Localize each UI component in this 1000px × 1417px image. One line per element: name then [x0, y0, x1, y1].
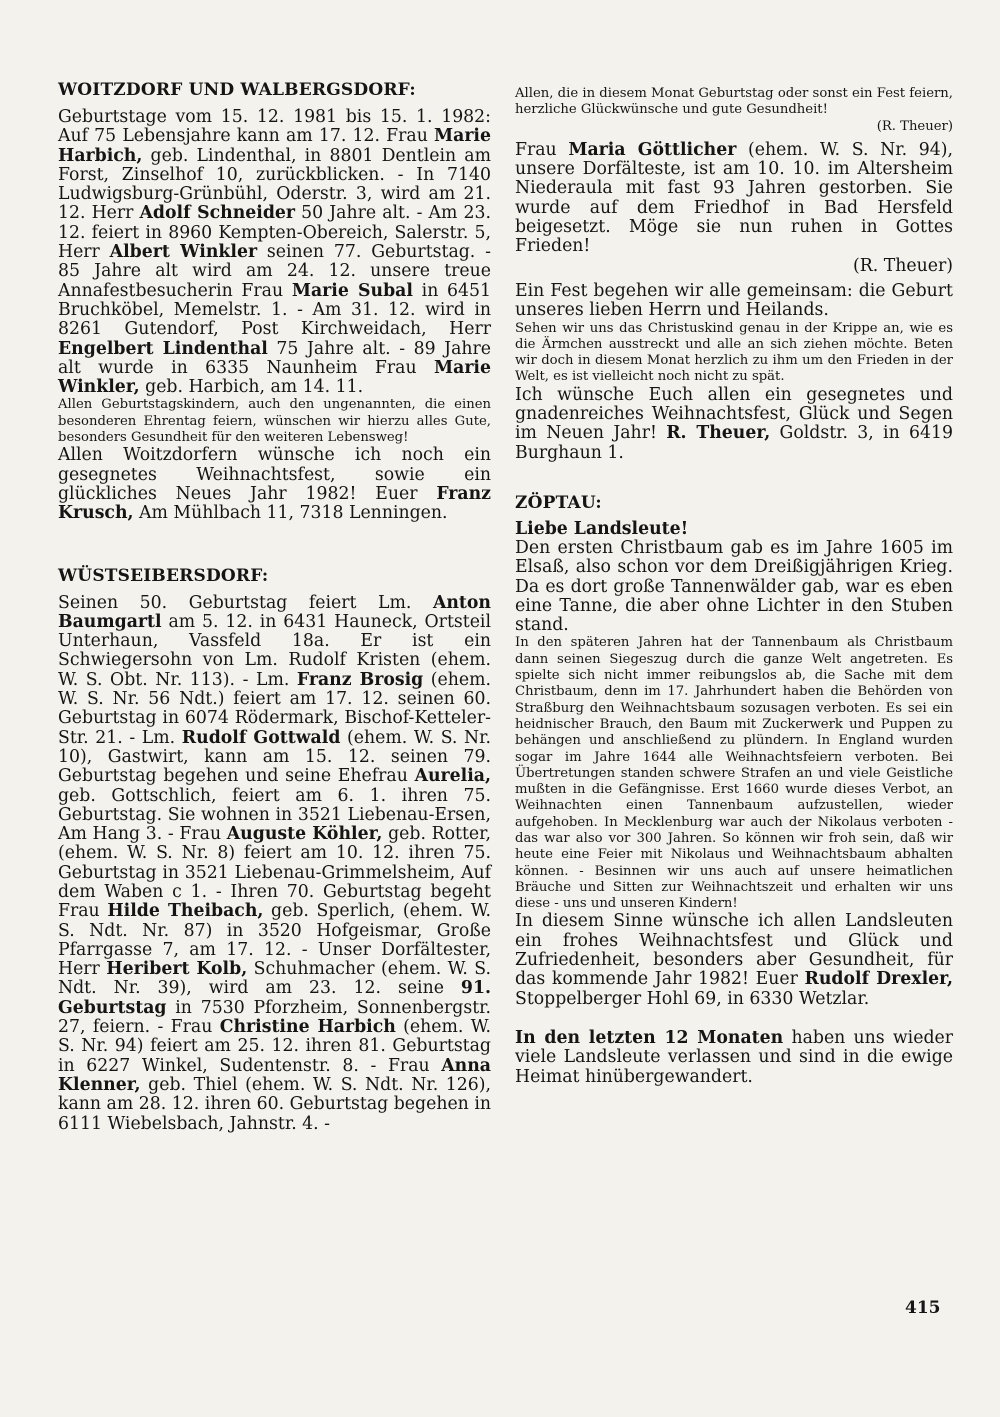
christ-child-paragraph: Sehen wir uns das Christuskind genau in der Krippe an, wie es die Ärmchen ausstreckt und alle an sich ziehen möchte. Beten wir doch in diesem Monat herzlich zu ihm um den Frieden in der Welt, es ist vielleicht noch nicht zu spät.	[515, 320, 953, 385]
bold-name: Marie Winkler,	[58, 357, 491, 398]
left-column	[58, 80, 491, 1134]
bold-name: 91. Geburtstag	[58, 978, 491, 1018]
woitzdorf-wishes-paragraph: Allen Geburtstagskindern, auch den ungenannten, die einen besonderen Ehrentag feiern, wünschen wir hierzu alles Gute, besonders Gesundheit für den weiteren Lebensweg!	[58, 397, 491, 446]
wustseibersdorf-birthdays-paragraph: Seinen 50. Geburtstag feiert Lm. Anton Baumgartl am 5. 12. in 6431 Hauneck, Ortsteil Unterhaun, Vassfeld 18a. Er ist ein Schwiegersohn von Lm. Rudolf Kristen (ehem. W. S. Obt. Nr. 113). - Lm. Franz Brosig (ehem. W. S. Nr. 56 Ndt.) feiert am 17. 12. seinen 60. Geburtstag in 6074 Rödermark, Bischof-Ketteler-Str. 21. - Lm. Rudolf Gottwald (ehem. W. S. Nr. 10), Gastwirt, kann am 15. 12. seinen 79. Geburtstag begehen und seine Ehefrau Aurelia, geb. Gottschlich, feiert am 6. 1. ihren 75. Geburtstag. Sie wohnen in 3521 Liebenau-Ersen, Am Hang 3. - Frau Auguste Köhler, geb. Rotter, (ehem. W. S. Nr. 8) feiert am 10. 12. ihren 75. Geburtstag in 3521 Liebenau-Grimmelsheim, Auf dem Waben c 1. - Ihren 70. Geburtstag begeht Frau Hilde Theibach, geb. Sperlich, (ehem. W. S. Ndt. Nr. 87) in 3520 Hofgeismar, Große Pfarrgasse 7, am 17. 12. - Unser Dorfältester, Herr Heribert Kolb, Schuhmacher (ehem. W. S. Ndt. Nr. 39), wird am 23. 12. seine 91. Geburtstag in 7530 Pforzheim, Sonnenbergstr. 27, feiern. - Frau Christine Harbich (ehem. W. S. Nr. 94) feiert am 25. 12. ihren 81. Geburtstag in 6227 Winkel, Sudentenstr. 8. - Frau Anna Klenner, geb. Thiel (ehem. W. S. Ndt. Nr. 126), kann am 28. 12. ihren 60. Geburtstag begehen in 6111 Wiebelsbach, Jahnstr. 4. -	[58, 592, 491, 1134]
section-heading-woitzdorf: WOITZDORF UND WALBERGSDORF:	[58, 80, 416, 100]
bold-name: Marie Harbich,	[58, 126, 491, 166]
bold-name: Engelbert Lindenthal	[58, 338, 268, 359]
right-column	[515, 86, 953, 1087]
bold-name: Auguste Köhler,	[226, 824, 383, 845]
signature-theuer-2: (R. Theuer)	[853, 255, 953, 276]
zoptau-history-paragraph: In den späteren Jahren hat der Tannenbaum als Christbaum dann seinen Siegeszug durch die ganze Welt angetreten. Es spielte sich nicht immer reibungslos ab, die Sache mit dem Christbaum, denn im 17. Jahrhundert haben die Behörden von Straßburg den Weihnachtsbaum sozusagen verboten. Es sei ein heidnischer Brauch, den Baum mit Zuckerwerk und Puppen zu behängen und anschließend zu plündern. In England wurden sogar im Jahre 1644 alle Weihnachtsfeiern verboten. Bei Übertretungen standen schwere Strafen an und viele Geistliche mußten in die Gefängnisse. Erst 1660 wurde dieses Verbot, an Weihnachten einen Tannenbaum aufzustellen, wieder aufgehoben. In Mecklenburg war auch der Nikolaus verboten - das war also vor 300 Jahren. So können wir froh sein, daß wir heute eine Feier mit Nikolaus und Weihnachtsbaum abhalten können. - Besinnen wir uns auch auf unsere heimatlichen Bräuche und Sitten zur Weihnachtszeit und erhalten wir uns diese - uns und unseren Kindern!	[515, 635, 953, 912]
birthday-wishes-text: Allen, die in diesem Monat Geburtstag oder sonst ein Fest feiern, herzliche Glückwünsche und gute Gesundheit!	[515, 86, 953, 118]
page-number: 415	[905, 1298, 941, 1318]
obituary-text: Frau Maria Göttlicher (ehem. W. S. Nr. 94), unsere Dorfälteste, ist am 10. 10. im Altersheim Niederaula mit fast 93 Jahren gestorben. Sie wurde auf dem Friedhof in Bad Hersfeld beigesetzt. Möge sie nun ruhen in Gottes Frieden!	[515, 139, 953, 257]
bold-name: Hilde Theibach,	[107, 901, 264, 922]
theuer-greeting-paragraph: Ich wünsche Euch allen ein gesegnetes und gnadenreiches Weihnachtsfest, Glück und Segen im Neuen Jahr! R. Theuer, Goldstr. 3, in 6419 Burghaun 1.	[515, 384, 953, 463]
bold-name: Adolf Schneider	[139, 203, 296, 224]
bold-name: In den letzten 12 Monaten	[515, 1027, 784, 1048]
bold-name: Rudolf Gottwald	[181, 727, 341, 748]
bold-name: Maria Göttlicher	[568, 139, 737, 160]
zoptau-christmas-tree-paragraph: Den ersten Christbaum gab es im Jahre 1605 im Elsaß, also schon vor dem Dreißigjährigen Krieg. Da es dort große Tannenwälder gab, war es eben eine Tanne, die aber ohne Lichter in den Stuben stand.	[515, 537, 953, 636]
zoptau-greeting-paragraph: In diesem Sinne wünsche ich allen Landsleuten ein frohes Weihnachtsfest und Glück und Zufriedenheit, besonders aber Gesundheit, für das kommende Jahr 1982! Euer Rudolf Drexler, Stoppelberger Hohl 69, in 6330 Wetzlar.	[515, 911, 953, 1009]
obituary-paragraph	[515, 141, 953, 276]
bold-name: Albert Winkler	[109, 242, 258, 263]
bold-name: Anton Baumgartl	[58, 592, 491, 632]
christmas-intro-paragraph: Ein Fest begehen wir alle gemeinsam: die Geburt unseres lieben Herrn und Heilands.	[515, 280, 953, 321]
bold-name: Aurelia,	[414, 766, 491, 787]
woitzdorf-birthdays-paragraph: Geburtstage vom 15. 12. 1981 bis 15. 1. 1982: Auf 75 Lebensjahre kann am 17. 12. Frau Marie Harbich, geb. Lindenthal, in 8801 Dentlein am Forst, Zinselhof 10, zurückblicken. - In 7140 Ludwigsburg-Grünbühl, Oderstr. 3, wird am 21. 12. Herr Adolf Schneider 50 Jahre alt. - Am 23. 12. feiert in 8960 Kempten-Obereich, Salerstr. 5, Herr Albert Winkler seinen 77. Geburtstag. - 85 Jahre alt wird am 24. 12. unsere treue Annafestbesucherin Frau Marie Subal in 6451 Bruchköbel, Memelstr. 1. - Am 31. 12. wird in 8261 Gutendorf, Post Kirchweidach, Herr Engelbert Lindenthal 75 Jahre alt. - 89 Jahre alt wurde in 6335 Naunheim Frau Marie Winkler, geb. Harbich, am 14. 11.	[58, 107, 492, 398]
bold-name: Heribert Kolb,	[106, 959, 248, 980]
bold-name: Franz Krusch,	[58, 483, 491, 524]
zoptau-salutation: Liebe Landsleute!	[515, 518, 689, 539]
woitzdorf-christmas-greeting: Allen Woitzdorfern wünsche ich noch ein gesegnetes Weihnachtsfest, sowie ein glückliches Neues Jahr 1982! Euer Franz Krusch, Am Mühlbach 11, 7318 Lenningen.	[58, 445, 491, 524]
bold-name: Marie Subal	[291, 280, 413, 301]
bold-name: R. Theuer,	[666, 423, 771, 444]
signature-theuer-1: (R. Theuer)	[876, 118, 953, 134]
deceased-intro-paragraph: In den letzten 12 Monaten haben uns wieder viele Landsleute verlassen und sind in die ewige Heimat hinübergewandert.	[515, 1027, 953, 1087]
section-heading-zoptau: ZÖPTAU:	[515, 492, 602, 513]
bold-name: Rudolf Drexler,	[804, 969, 953, 990]
bold-name: Anna Klenner,	[58, 1055, 491, 1095]
bold-name: Franz Brosig	[296, 669, 424, 690]
birthday-wishes-paragraph	[515, 86, 953, 135]
bold-name: Christine Harbich	[219, 1017, 396, 1038]
section-heading-wustseibersdorf: WÜSTSEIBERSDORF:	[58, 565, 269, 586]
